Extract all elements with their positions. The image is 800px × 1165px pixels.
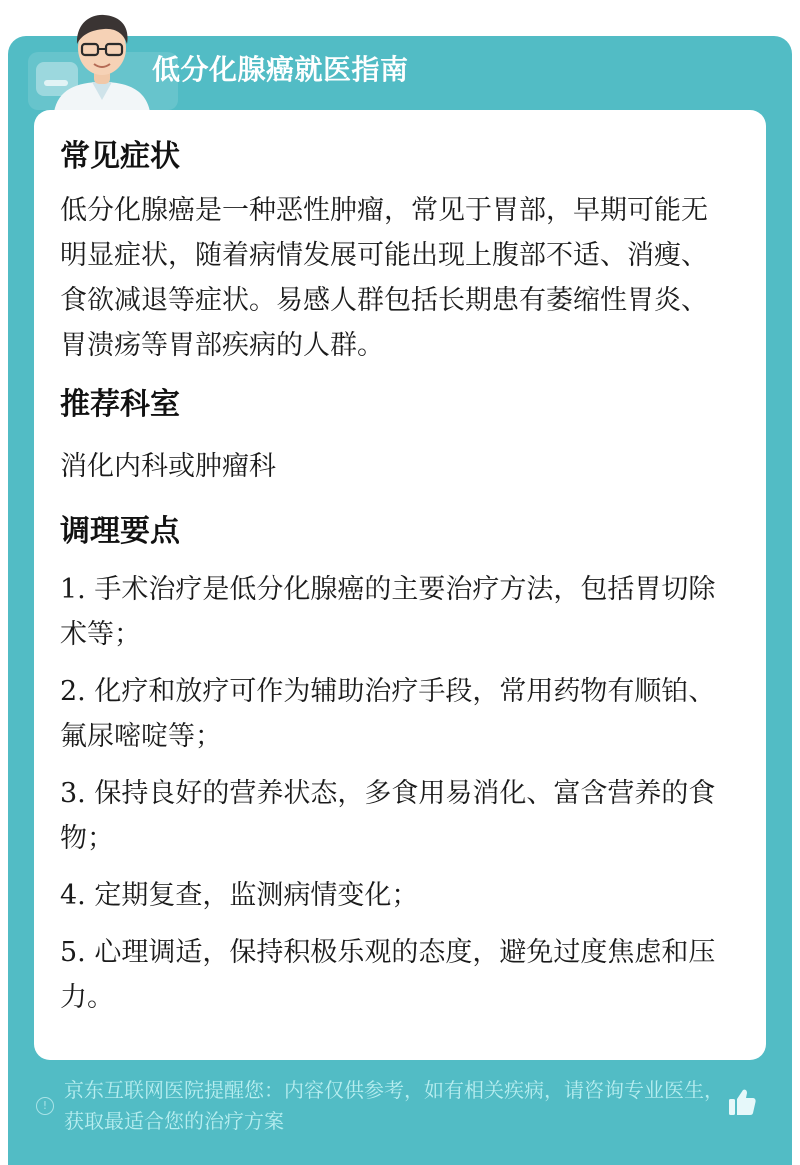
care-list: [60, 567, 730, 1020]
card-content: [60, 134, 730, 1020]
list-item: [60, 873, 730, 918]
item-number: 4.: [60, 880, 86, 911]
item-text: 化疗和放疗可作为辅助治疗手段，常用药物有顺铂、氟尿嘧啶等；: [60, 676, 716, 752]
page-title: 低分化腺癌就医指南: [152, 53, 409, 86]
care-title: 调理要点: [60, 514, 180, 549]
symptoms-text: 低分化腺癌是一种恶性肿瘤，常见于胃部，早期可能无明显症状，随着病情发展可能出现上腹部不适、消瘦、食欲减退等症状。易感人群包括长期患有萎缩性胃炎、胃溃疡等胃部疾病的人群。: [60, 195, 708, 361]
info-icon: !: [36, 1097, 54, 1115]
disclaimer-footer: [36, 1075, 736, 1137]
list-item: [60, 669, 730, 759]
list-item: [60, 930, 730, 1020]
thumbs-up-icon[interactable]: [726, 1086, 758, 1118]
list-item: [60, 771, 730, 861]
item-number: 2.: [60, 676, 86, 707]
list-item: [60, 567, 730, 657]
item-text: 心理调适，保持积极乐观的态度，避免过度焦虑和压力。: [60, 937, 716, 1013]
department-text: 消化内科或肿瘤科: [60, 451, 276, 482]
content-card: [34, 110, 766, 1060]
disclaimer-text: 京东互联网医院提醒您：内容仅供参考，如有相关疾病，请咨询专业医生，获取最适合您的治疗方案: [64, 1078, 724, 1133]
item-number: 1.: [60, 574, 86, 605]
item-text: 保持良好的营养状态，多食用易消化、富含营养的食物；: [60, 778, 716, 854]
item-text: 定期复查，监测病情变化；: [94, 880, 419, 911]
item-text: 手术治疗是低分化腺癌的主要治疗方法，包括胃切除术等；: [60, 574, 716, 650]
department-title: 推荐科室: [60, 387, 180, 422]
doctor-avatar: [48, 8, 156, 112]
symptoms-title: 常见症状: [60, 139, 180, 174]
item-number: 3.: [60, 778, 86, 809]
item-number: 5.: [60, 937, 86, 968]
